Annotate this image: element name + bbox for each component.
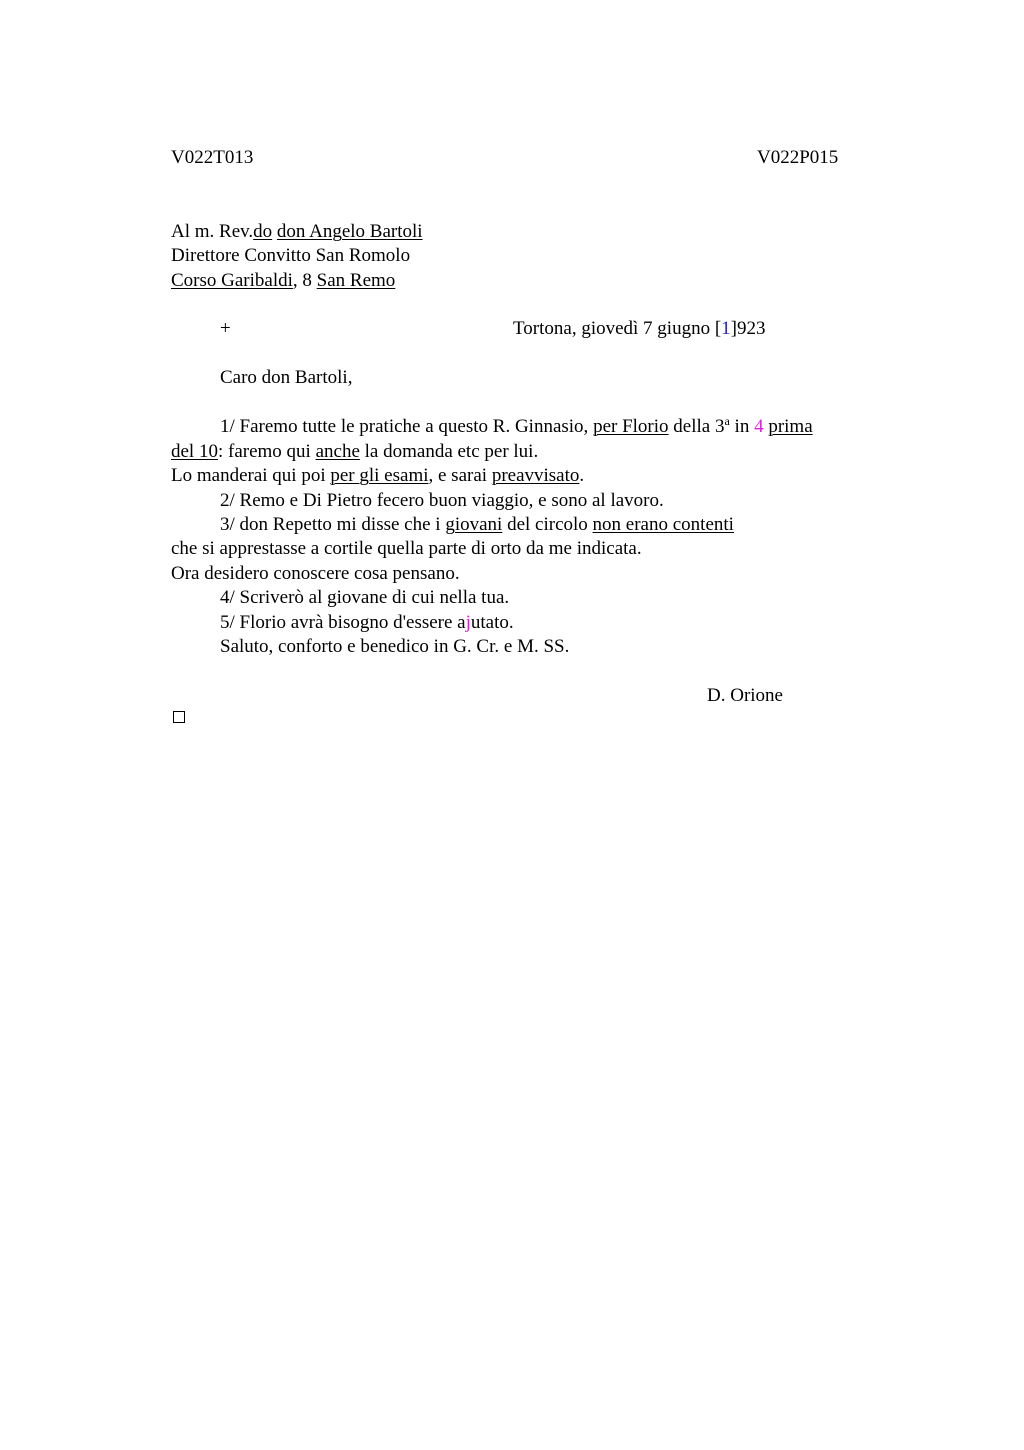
body-text: Lo manderai qui poi (171, 465, 331, 486)
signature: D. Orione (707, 685, 783, 706)
address-line-1 (171, 220, 423, 244)
underlined-text: non erano contenti (592, 514, 734, 535)
body-text: 5/ Florio avrà bisogno d'essere a (220, 612, 466, 633)
body-text: in (729, 416, 755, 437)
closing-line: Saluto, conforto e benedico in G. Cr. e M. SS. (220, 636, 570, 657)
underlined-text: per gli esami (330, 465, 429, 486)
document-code-right: V022P015 (757, 147, 839, 168)
body-text: del circolo (502, 514, 593, 535)
superscript: a (724, 414, 730, 428)
underlined-text: preavvisato (491, 465, 580, 486)
body-line-9 (220, 611, 514, 635)
address-title: Al m. Rev. (171, 221, 254, 242)
body-line-6: che si apprestasse a cortile quella parte di orto da me indicata. (171, 538, 642, 559)
document-code-left: V022T013 (171, 147, 254, 168)
body-text: la domanda etc per lui. (359, 441, 539, 462)
address-number: , 8 (292, 270, 317, 291)
address-street: Corso Garibaldi (171, 270, 293, 291)
body-line-2 (171, 440, 538, 464)
body-text: . (579, 465, 585, 486)
end-marker-box (173, 711, 185, 723)
underlined-text: del 10 (171, 441, 218, 462)
underlined-text: per Florio (593, 416, 669, 437)
body-text: 1/ Faremo tutte le pratiche a questo R. Ginnasio, (220, 416, 594, 437)
underlined-text: giovani (445, 514, 503, 535)
date-suffix: ]923 (730, 318, 766, 339)
salutation: Caro don Bartoli, (220, 367, 353, 388)
address-city: San Remo (316, 270, 396, 291)
body-text: : faremo qui (217, 441, 316, 462)
date-line (513, 317, 766, 341)
date-prefix: Tortona, giovedì 7 giugno [ (513, 318, 722, 339)
body-line-1 (220, 415, 813, 439)
body-text: 3/ don Repetto mi disse che i (220, 514, 446, 535)
body-line-8: 4/ Scriverò al giovane di cui nella tua. (220, 587, 510, 608)
underlined-text: prima (768, 416, 813, 437)
recipient-name: don Angelo Bartoli (276, 221, 423, 242)
underlined-text: anche (315, 441, 360, 462)
editorial-number: 4 (754, 416, 764, 437)
date-editorial-digit: 1 (721, 318, 731, 339)
body-line-3 (171, 464, 584, 488)
body-line-5 (220, 513, 734, 537)
body-text: , e sarai (428, 465, 492, 486)
body-text: della 3 (668, 416, 725, 437)
cross-symbol: + (220, 318, 231, 339)
address-title-suffix: do (253, 221, 273, 242)
address-line-2: Direttore Convitto San Romolo (171, 245, 411, 266)
body-line-4: 2/ Remo e Di Pietro fecero buon viaggio, e sono al lavoro. (220, 490, 664, 511)
body-text: utato. (470, 612, 514, 633)
address-line-3 (171, 269, 395, 293)
editorial-letter: j (465, 612, 471, 633)
body-line-7: Ora desidero conoscere cosa pensano. (171, 563, 460, 584)
